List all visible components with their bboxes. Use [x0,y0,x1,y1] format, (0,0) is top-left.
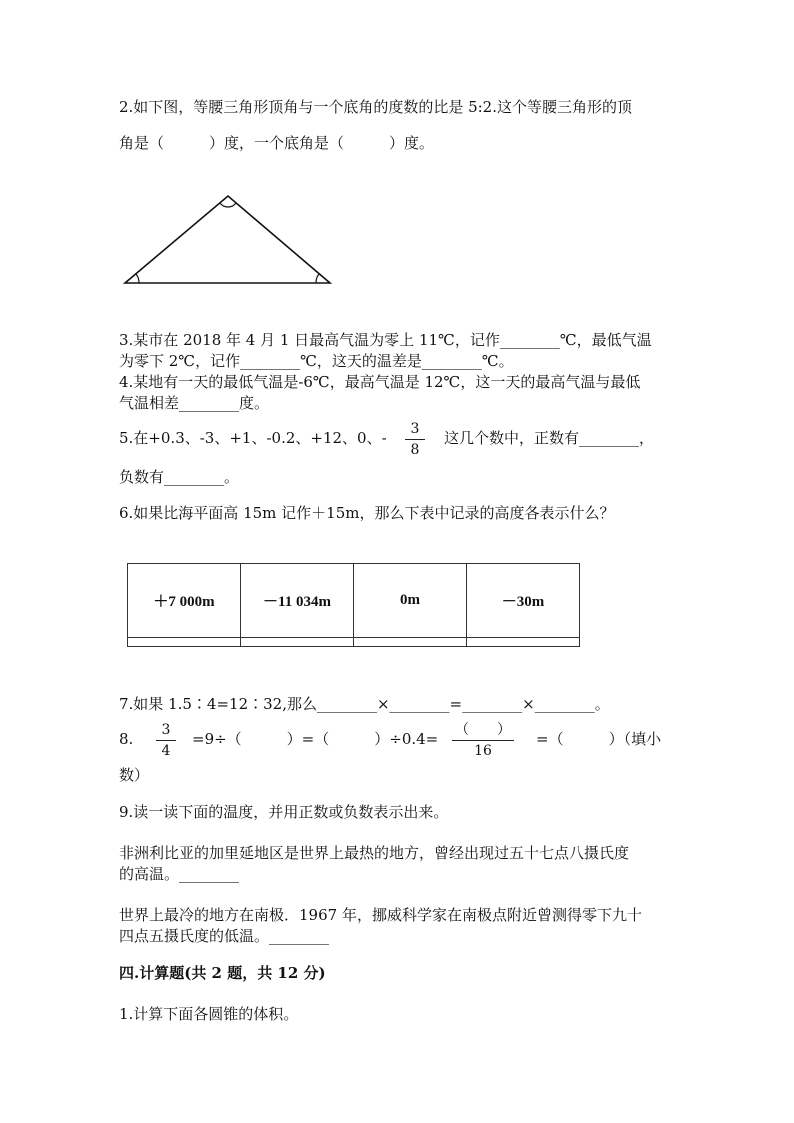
q5-prefix: 5.在+0.3、-3、+1、-0.2、+12、0、- [119,429,387,447]
q2-line1: 2.如下图，等腰三角形顶角与一个底角的度数的比是 5:2.这个等腰三角形的顶 [119,98,632,116]
q9-paragraph2-line1: 世界上最冷的地方在南极．1967 年，挪威科学家在南极点附近曾测得零下九十 [119,906,642,924]
q8-middle: =9÷（ ）=（ ）÷0.4= [192,730,439,748]
section-heading: 四.计算题(共 2 题，共 12 分) [119,964,326,982]
height-table-answer-row [128,637,580,646]
q3-line1: 3.某市在 2018 年 4 月 1 日最高气温为零上 11℃，记作________℃，最低气温 [119,331,652,349]
q8-fraction-1-numerator: 3 [161,722,171,738]
q8-fraction-1-denominator: 4 [161,743,171,759]
q8-fraction-1 [156,722,176,759]
q3-line2: 为零下 2℃，记作________℃，这天的温差是________℃。 [119,352,514,370]
q5-fraction-denominator: 8 [410,442,420,458]
answer-cell-1[interactable] [128,637,241,646]
height-cell-2: －11 034m [241,564,354,638]
answer-cell-2[interactable] [241,637,354,646]
q8-fraction-1-bar [156,740,176,741]
q4-line1: 4.某地有一天的最低气温是-6℃，最高气温是 12℃，这一天的最高气温与最低 [119,373,641,391]
q9-title: 9.读一读下面的温度，并用正数或负数表示出来。 [119,803,449,821]
q8-fraction-2-numerator: （ ） [455,722,511,738]
q2-line2: 角是（ ）度，一个底角是（ ）度。 [119,134,435,152]
q5-fraction-numerator: 3 [410,421,420,437]
q8-tail: =（ ）（填小 [536,730,662,748]
answer-cell-3[interactable] [354,637,467,646]
q8-fraction-2-denominator: 16 [474,743,492,759]
height-table-header-row [128,564,580,638]
q7-text: 7.如果 1.5∶4=12∶32,那么________×________=________×________。 [119,695,610,713]
section4-q1: 1.计算下面各圆锥的体积。 [119,1005,299,1023]
q4-line2: 气温相差________度。 [119,394,270,412]
q5-fraction [405,421,425,458]
q8-fraction-2-bar [452,740,514,741]
isosceles-triangle-figure [118,190,338,290]
q5-line2: 负数有________。 [119,468,240,486]
height-cell-4: －30m [467,564,580,638]
q8-fraction-2 [452,722,514,759]
q6-text: 6.如果比海平面高 15m 记作＋15m，那么下表中记录的高度各表示什么？ [119,504,615,522]
height-cell-3: 0m [354,564,467,638]
height-cell-1: ＋7 000m [128,564,241,638]
q9-paragraph1-line2: 的高温。________ [119,865,240,883]
q5-fraction-bar [405,439,425,440]
q8-line2: 数） [119,766,150,784]
q8-number: 8. [119,730,134,748]
q9-paragraph2-line2: 四点五摄氏度的低温。________ [119,927,330,945]
height-table [127,563,580,647]
q9-paragraph1-line1: 非洲利比亚的加里延地区是世界上最热的地方，曾经出现过五十七点八摄氏度 [119,844,630,862]
q5-suffix: 这几个数中，正数有________， [444,429,655,447]
answer-cell-4[interactable] [467,637,580,646]
